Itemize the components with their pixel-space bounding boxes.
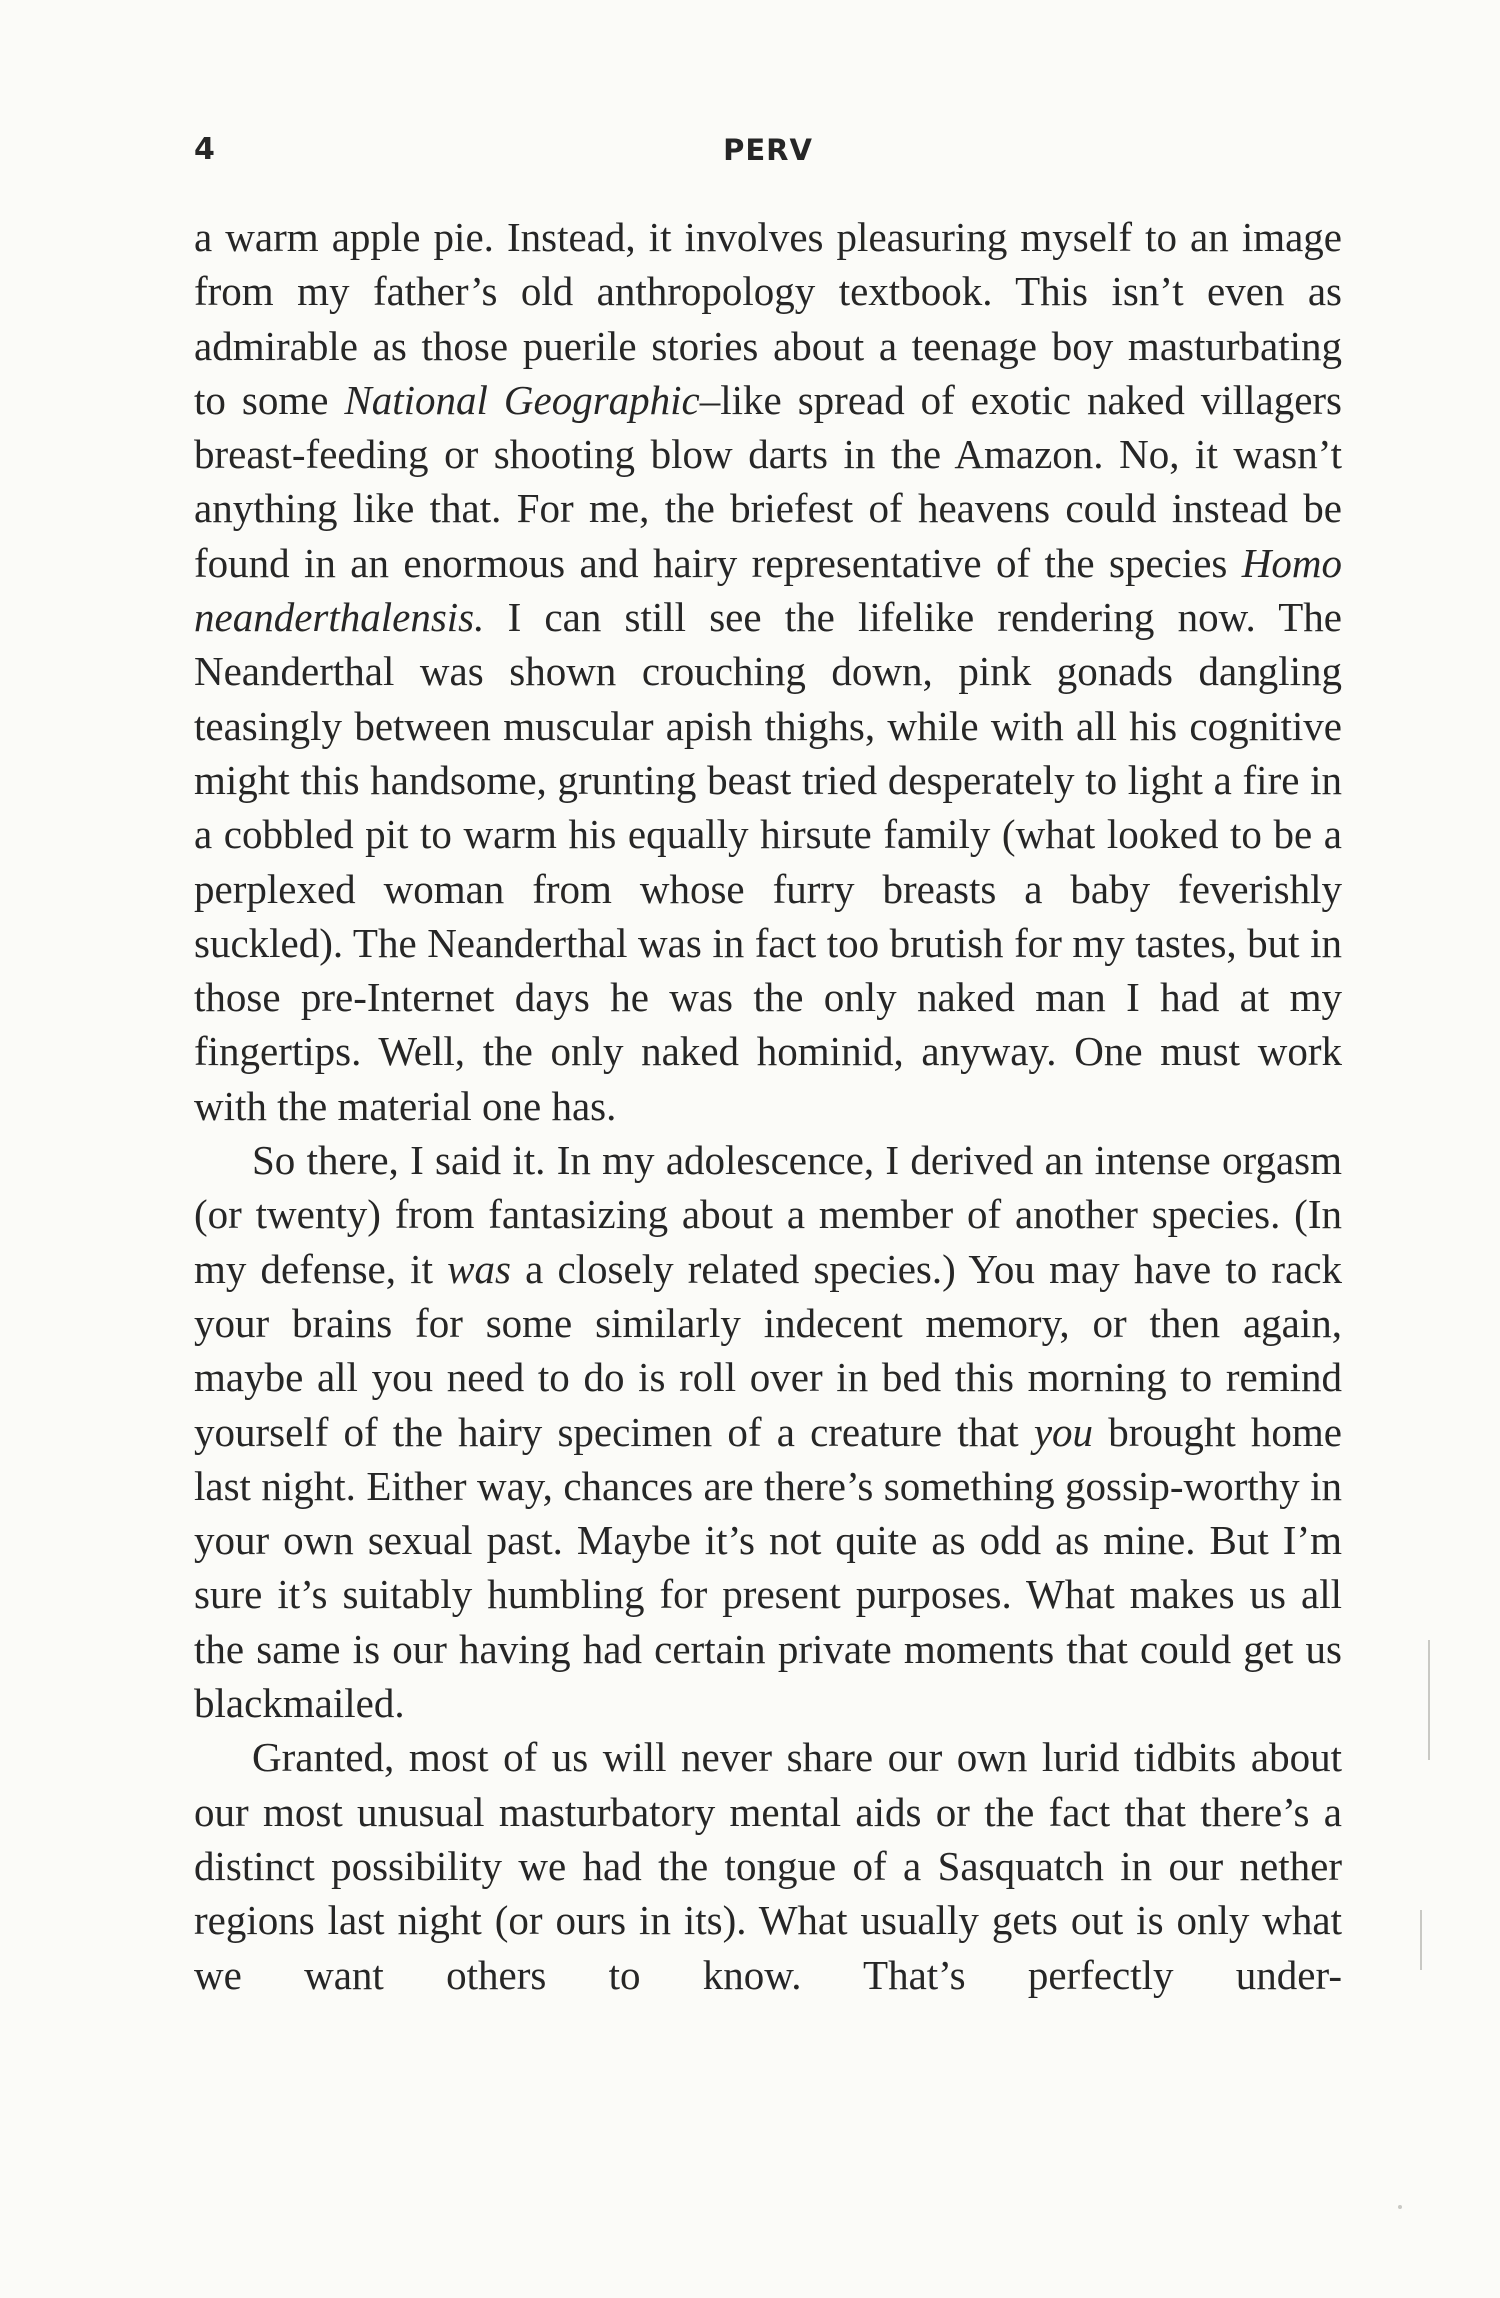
- scan-speck: [1398, 2205, 1402, 2209]
- running-title: PERV: [723, 133, 813, 167]
- text-run: a warm apple pie. Instead, it involves pleasuring myself to an image from my father’s old anthropology textbook. This isn’t even as admirable as those puerile stories about a teenage boy masturbating to some: [194, 214, 1342, 423]
- paragraph: [194, 210, 1342, 1133]
- text-run: brought home last night. Either way, chances are there’s something gossip-worthy in your own sexual past. Maybe it’s not quite as odd as mine. But I’m sure it’s suitably humbling for present purposes. What makes us all the same is our having had certain private moments that could get us blackmailed.: [194, 1408, 1342, 1727]
- scan-mark: [1428, 1640, 1430, 1760]
- text-run: So there, I said it. In my adolescence, I derived an intense orgasm (or twenty) from fantasizing about a member of another species. (In my defense, it: [194, 1137, 1342, 1292]
- paragraph: [194, 1730, 1342, 2001]
- scan-mark: [1420, 1910, 1422, 1970]
- text-run: a closely related species.) You may have to rack your brains for some similarly indecent memory, or then again, maybe all you need to do is roll over in bed this morning to remind yourself of the hairy specimen of a creature that: [194, 1245, 1342, 1455]
- italic-text-run: you: [1033, 1408, 1094, 1455]
- italic-text-run: National Geographic: [344, 376, 700, 423]
- text-run: Granted, most of us will never share our own lurid tidbits about our most unusual masturbatory mental aids or the fact that there’s a distinct possibility we had the tongue of a Sasquatch in our nether regions last night (or ours in its). What usually gets out is only what we want others to know. That’s perfectly under-: [194, 1734, 1342, 1998]
- page-number: 4: [194, 132, 215, 167]
- text-run: –like spread of exotic naked villagers breast-feeding or shooting blow darts in the Amazon. No, it wasn’t anything like that. For me, the briefest of heavens could instead be found in an enormous and hairy representative of the species: [194, 376, 1343, 586]
- italic-text-run: Homo neanderthalensis.: [194, 539, 1342, 641]
- paragraph: [194, 1133, 1342, 1730]
- italic-text-run: was: [447, 1245, 511, 1292]
- body-text: [194, 210, 1342, 2002]
- running-header: [194, 130, 1342, 170]
- text-run: I can still see the lifelike rendering now. The Neanderthal was shown crouching down, pink gonads dangling teasingly between muscular apish thighs, while with all his cognitive might this handsome, grunting beast tried desperately to light a fire in a cobbled pit to warm his equally hirsute family (what looked to be a perplexed woman from whose furry breasts a baby feverishly suckled). The Neanderthal was in fact too brutish for my tastes, but in those pre-Internet days he was the only naked man I had at my fingertips. Well, the only naked hominid, anyway. One must work with the material one has.: [194, 594, 1342, 1129]
